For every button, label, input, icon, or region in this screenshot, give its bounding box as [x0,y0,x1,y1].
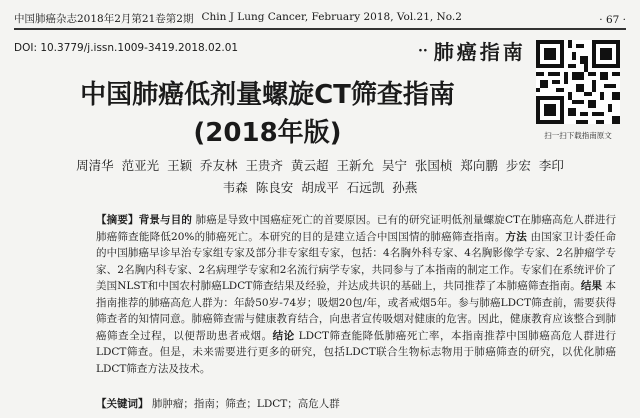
journal-name-en: Chin J Lung Cancer, February 2018, Vol.21, No.2 [201,11,462,23]
author-list-line-2: 韦森 陈良安 胡成平 石远凯 孙燕 [222,180,418,195]
qr-code-icon[interactable] [536,40,620,124]
qr-caption: 扫一扫下载指南原文 [544,131,612,140]
conclusion-text: LDCT筛查能降低肺癌死亡率，本指南推荐中国肺癌高危人群进行LDCT筛查。但是，未来需要进行更多的研究，包括LDCT联合生物标志物用于肺癌筛查的研究，以优化肺癌LDCT筛查方法及技术。 [96,329,617,375]
abstract [96,212,616,377]
running-header [14,8,626,30]
method-label: 方法 [505,230,527,243]
paper-subtitle: (2018年版) [193,118,342,148]
journal-name-cn: 中国肺癌杂志2018年2月第21卷第2期 [14,13,194,25]
keywords-text: 肺肿瘤；指南；筛查；LDCT；高危人群 [151,398,340,410]
keywords [96,396,340,411]
keywords-label: 【关键词】 [96,398,149,410]
author-list-line-1: 周清华 范亚光 王颖 乔友林 王贵齐 黄云超 王新允 吴宁 张国桢 郑向鹏 步宏 李印 [76,158,564,173]
column-label: 肺癌指南 [433,40,526,64]
conclusion-label: 结论 [272,329,295,342]
page-number: · 67 · [599,14,626,26]
background-label: 背景与目的 [138,214,193,226]
background-text: 肺癌是导致中国癌症死亡的首要原因。已有的研究证明低剂量螺旋CT在肺癌高危人群进行肺癌筛查能降低20%的肺癌死亡。本研究的目的是建立适合中国国情的肺癌筛查指南。 [96,214,617,243]
paper-title: 中国肺癌低剂量螺旋CT筛查指南 [80,80,455,110]
qr-block [530,40,626,141]
abstract-label: 【摘要】 [96,214,139,226]
doi[interactable]: DOI: 10.3779/j.issn.1009-3419.2018.02.01 [14,42,239,54]
column-tag [418,36,526,65]
result-text: 本指南推荐的肺癌高危人群为：年龄50岁-74岁；吸烟20包/年，或者戒烟5年。参与肺癌LDCT筛查前，需要获得筛查者的知情同意。肺癌筛查需与健康教育结合，向患者宣传吸烟对健康的危害。因此，健康教育应该整合到肺癌筛查全过程，以便帮助患者戒烟。 [96,280,616,342]
method-text: 由国家卫计委任命的中国肺癌早诊早治专家组专家及部分非专家组专家，包括：4名胸外科专家、4名胸影像学专家、2名肿瘤学专家、2名胸内科专家、2名病理学专家和2名流行病学专家，共同参与了本指南的制定工作。专家们在系统评价了美国NLST和中国农村肺癌LDCT筛查结果及经验，并达成共识的基础上，共同推荐了本肺癌筛查指南。 [96,230,617,292]
column-dots: ·· [418,42,428,59]
result-label: 结果 [580,280,603,292]
